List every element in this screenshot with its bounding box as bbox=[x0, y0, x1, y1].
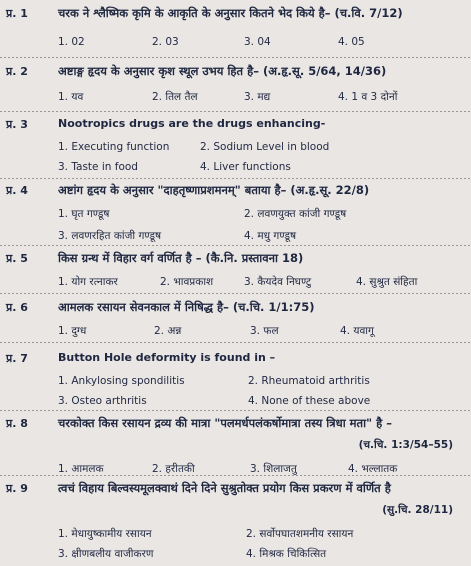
question-number: प्र. 7 bbox=[6, 352, 28, 365]
option-3: 3. Osteo arthritis bbox=[58, 395, 147, 407]
option-3: 3. कैयदेव निघण्टु bbox=[244, 276, 312, 288]
option-2: 2. हरीतकी bbox=[152, 463, 195, 475]
option-4: 4. 1 व 3 दोनों bbox=[338, 91, 398, 103]
divider bbox=[0, 57, 471, 58]
question-stem: Button Hole deformity is found in – bbox=[58, 351, 276, 364]
divider bbox=[0, 178, 471, 179]
option-2: 2. तिल तैल bbox=[152, 91, 198, 103]
option-3: 3. मद्य bbox=[244, 91, 271, 103]
option-1: 1. आमलक bbox=[58, 463, 104, 475]
option-4: 4. भल्लातक bbox=[348, 463, 398, 475]
option-1: 1. दुग्ध bbox=[58, 325, 87, 337]
question-number: प्र. 2 bbox=[6, 65, 28, 78]
question-reference: (सु.चि. 28/11) bbox=[382, 504, 453, 516]
option-2: 2. 03 bbox=[152, 36, 179, 48]
option-4: 4. यवागू bbox=[340, 325, 374, 337]
question-stem: चरकोक्त किस रसायन द्रव्य की मात्रा "पलमर्धपलंकर्षोमात्रा तस्य त्रिधा मता" है – bbox=[58, 416, 392, 430]
option-1: 1. यव bbox=[58, 91, 84, 103]
question-stem: अष्टांग हृदय के अनुसार "दाहतृष्णाप्रशमनम्" बताया है– (अ.हृ.सू. 22/8) bbox=[58, 183, 370, 197]
option-4: 4. None of these above bbox=[248, 395, 371, 407]
option-4: 4. 05 bbox=[338, 36, 365, 48]
option-3: 3. 04 bbox=[244, 36, 271, 48]
option-2: 2. भावप्रकाश bbox=[160, 276, 214, 288]
option-2: 2. अन्न bbox=[154, 325, 182, 337]
question-number: प्र. 5 bbox=[6, 252, 28, 265]
option-2: 2. Rheumatoid arthritis bbox=[248, 375, 370, 387]
question-number: प्र. 9 bbox=[6, 482, 28, 495]
question-stem: Nootropics drugs are the drugs enhancing- bbox=[58, 117, 326, 130]
option-1: 1. 02 bbox=[58, 36, 85, 48]
option-3: 3. Taste in food bbox=[58, 161, 138, 173]
question-stem: चरक ने श्लैष्मिक कृमि के आकृति के अनुसार कितने भेद किये है– (च.वि. 7/12) bbox=[58, 6, 403, 20]
question-stem: त्वचं विहाय बिल्वस्यमूलक्वाथं दिने दिने सुश्रुतोक्त प्रयोग किस प्रकरण में वर्णित है bbox=[58, 481, 391, 495]
divider bbox=[0, 111, 471, 112]
option-1: 1. योग रत्नाकर bbox=[58, 276, 118, 288]
divider bbox=[0, 342, 471, 343]
option-1: 1. घृत गण्डूष bbox=[58, 208, 110, 220]
option-3: 3. शिलाजतु bbox=[250, 463, 297, 475]
option-2: 2. सर्वोपघातशमनीय रसायन bbox=[246, 528, 354, 540]
question-number: प्र. 8 bbox=[6, 417, 28, 430]
option-1: 1. Ankylosing spondilitis bbox=[58, 375, 185, 387]
question-stem: अष्टाङ्ग हृदय के अनुसार कृश स्थूल उभय हित है– (अ.हृ.सू. 5/64, 14/36) bbox=[58, 64, 387, 78]
option-3: 3. क्षीणबलीय वाजीकरण bbox=[58, 548, 154, 560]
option-4: 4. सुश्रुत संहिता bbox=[356, 276, 418, 288]
divider bbox=[0, 475, 471, 476]
question-number: प्र. 3 bbox=[6, 118, 28, 131]
divider bbox=[0, 245, 471, 246]
option-1: 1. मेधायुष्कामीय रसायन bbox=[58, 528, 152, 540]
option-4: 4. Liver functions bbox=[200, 161, 291, 173]
option-4: 4. मिश्रक चिकित्सित bbox=[246, 548, 327, 560]
option-2: 2. लवणयुक्त कांजी गण्डूष bbox=[244, 208, 347, 220]
question-stem: आमलक रसायन सेवनकाल में निषिद्ध है– (च.चि. 1/1:75) bbox=[58, 300, 315, 314]
question-reference: (च.चि. 1:3/54–55) bbox=[358, 439, 453, 451]
option-3: 3. लवणरहित कांजी गण्डूष bbox=[58, 230, 162, 242]
question-stem: किस ग्रन्थ में विहार वर्ग वर्णित है – (कै.नि. प्रस्तावना 18) bbox=[58, 251, 304, 265]
question-number: प्र. 1 bbox=[6, 7, 28, 20]
option-2: 2. Sodium Level in blood bbox=[200, 141, 330, 153]
divider bbox=[0, 293, 471, 294]
question-number: प्र. 4 bbox=[6, 184, 28, 197]
question-number: प्र. 6 bbox=[6, 301, 28, 314]
option-4: 4. मधु गण्डूष bbox=[244, 230, 297, 242]
option-3: 3. फल bbox=[250, 325, 279, 337]
option-1: 1. Executing function bbox=[58, 141, 170, 153]
divider bbox=[0, 410, 471, 411]
